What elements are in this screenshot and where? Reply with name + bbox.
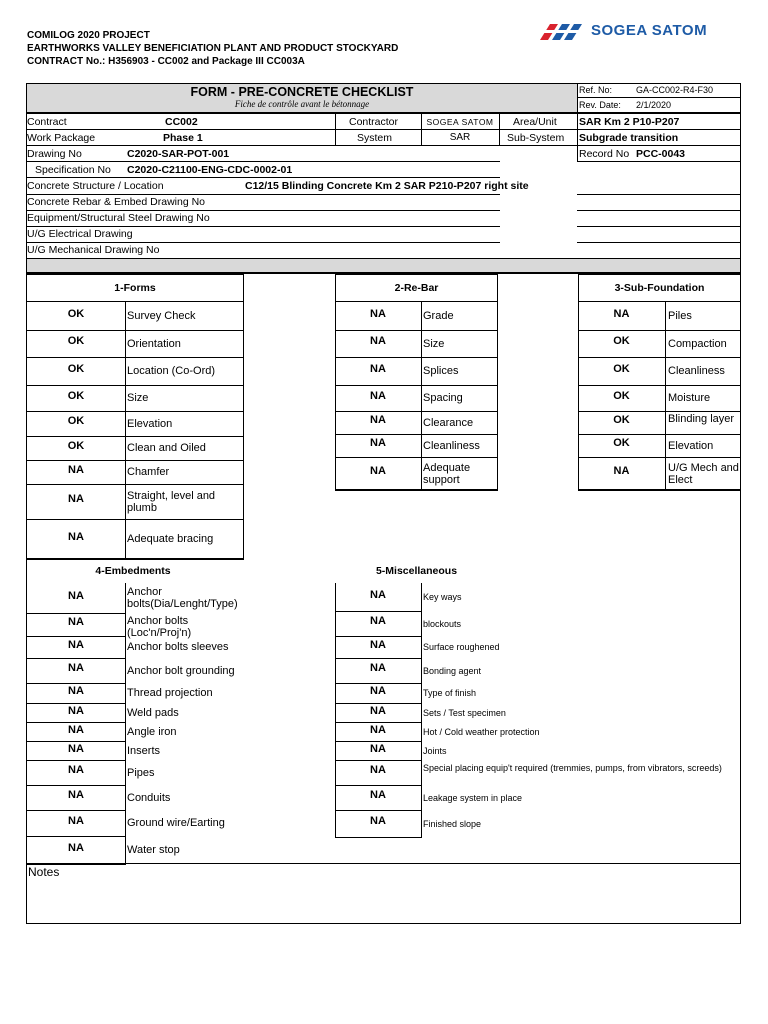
forms-row-divider [26, 357, 244, 358]
subfoundation-row-divider [578, 330, 741, 331]
misc-row-divider [335, 837, 422, 838]
subfoundation-row-divider [578, 357, 741, 358]
misc-item-label: Finished slope [423, 818, 482, 829]
project-description: EARTHWORKS VALLEY BENEFICIATION PLANT AND PRODUCT STOCKYARD [27, 43, 399, 54]
embedments-item-label: Weld pads [127, 706, 179, 719]
misc-item-label: Leakage system in place [423, 792, 523, 803]
rebar-row-divider [335, 457, 498, 458]
forms-item-status[interactable]: OK [67, 415, 85, 427]
misc-item-label: Hot / Cold weather protection [423, 726, 540, 737]
embedments-item-label: Anchor bolt grounding [127, 664, 235, 677]
rebar-item-label: Size [423, 337, 445, 350]
embedments-item-label: Pipes [127, 766, 155, 779]
misc-item-label: Type of finish [423, 688, 477, 698]
spec-value: C2020-C21100-ENG-CDC-0002-01 [127, 164, 293, 176]
record-label: Record No [579, 148, 630, 160]
electrical-drawing-label: U/G Electrical Drawing [27, 228, 133, 240]
embedments-item-label: Anchor bolts sleeves [127, 641, 229, 653]
company-logo [540, 18, 740, 42]
embedments-row-divider [26, 658, 126, 659]
subfoundation-row-divider [578, 490, 741, 491]
notes-box[interactable] [26, 863, 741, 924]
rebar-item-label: Adequate support [423, 461, 471, 486]
record-value: PCC-0043 [636, 148, 686, 160]
drawing-value: C2020-SAR-POT-001 [127, 148, 230, 160]
rebar-row-divider [335, 411, 498, 412]
embedments-item-label: Inserts [127, 744, 161, 757]
subfoundation-row-divider [578, 411, 741, 412]
mechanical-drawing-label: U/G Mechanical Drawing No [27, 244, 160, 256]
forms-item-status[interactable]: NA [68, 463, 84, 476]
forms-item-label: Size [127, 392, 149, 404]
rebar-item-label: Cleanliness [423, 439, 480, 452]
rebar-row-divider [335, 385, 498, 386]
forms-item-status[interactable]: OK [67, 362, 85, 375]
forms-item-label: Survey Check [127, 310, 196, 322]
misc-row-divider [335, 611, 422, 612]
subfoundation-row-divider [578, 434, 741, 435]
misc-item-status[interactable]: NA [370, 705, 386, 717]
drawing-label: Drawing No [27, 148, 82, 160]
embedments-row-divider [26, 785, 126, 786]
misc-item-status[interactable]: NA [370, 743, 386, 755]
ref-value: GA-CC002-R4-F30 [636, 85, 714, 95]
rebar-drawing-label: Concrete Rebar & Embed Drawing No [27, 196, 205, 208]
embedments-row-divider [26, 741, 126, 742]
embedments-row-divider [26, 760, 126, 761]
embedments-row-divider [26, 703, 126, 704]
subfoundation-row-divider [578, 385, 741, 386]
misc-row-divider [335, 636, 422, 637]
misc-row-divider [335, 810, 422, 811]
forms-item-status[interactable]: OK [67, 307, 85, 320]
subfoundation-item-status[interactable]: OK [613, 437, 630, 449]
misc-item-status[interactable]: NA [370, 662, 386, 674]
rebar-item-status[interactable]: NA [370, 414, 386, 426]
forms-row-divider [26, 559, 244, 560]
forms-item-label: Orientation [127, 337, 181, 350]
forms-item-status[interactable]: OK [67, 439, 85, 452]
forms-row-divider [26, 436, 244, 437]
forms-row-divider [26, 460, 244, 461]
rebar-row-divider [335, 357, 498, 358]
rebar-item-status[interactable]: NA [370, 362, 386, 375]
rebar-item-label: Spacing [423, 392, 463, 404]
embedments-item-label: Angle iron [127, 725, 177, 738]
forms-row-divider [26, 519, 244, 520]
structure-value: C12/15 Blinding Concrete Km 2 SAR P210-P207 right site [245, 180, 529, 192]
misc-item-status[interactable]: NA [370, 789, 386, 801]
rebar-item-label: Splices [423, 365, 459, 377]
contract-label: Contract [27, 116, 67, 128]
embedments-row-divider [26, 613, 126, 614]
rebar-item-status[interactable]: NA [370, 307, 386, 320]
embedments-item-status[interactable]: NA [68, 764, 84, 776]
rebar-item-status[interactable]: NA [370, 465, 386, 477]
subsystem-value: Subgrade transition [579, 132, 679, 144]
form-subtitle: Fiche de contrôle avant le bétonnage [234, 99, 370, 109]
contract-value: CC002 [165, 116, 198, 128]
rebar-item-status[interactable]: NA [370, 335, 386, 347]
misc-row-divider [335, 658, 422, 659]
forms-item-status[interactable]: OK [67, 335, 85, 347]
forms-row-divider [26, 411, 244, 412]
misc-item-status[interactable]: NA [370, 638, 386, 651]
subfoundation-item-label: U/G Mech and Elect [668, 461, 739, 486]
structure-label: Concrete Structure / Location [27, 180, 164, 192]
embedments-item-label: Thread projection [127, 687, 213, 699]
rebar-section-title: 2-Re-Bar [394, 282, 439, 294]
embedments-item-status[interactable]: NA [68, 638, 84, 651]
subfoundation-item-label: Moisture [668, 392, 711, 404]
subfoundation-item-status[interactable]: OK [613, 414, 630, 426]
system-label: System [357, 132, 393, 144]
embedments-item-status[interactable]: NA [68, 814, 84, 827]
logo-mark-icon [540, 20, 590, 42]
misc-item-status[interactable]: NA [370, 815, 386, 827]
subfoundation-section-title: 3-Sub-Foundation [614, 282, 705, 294]
subfoundation-item-status[interactable]: OK [613, 362, 630, 375]
contractor-label: Contractor [349, 116, 399, 128]
forms-section-title: 1-Forms [114, 282, 156, 294]
misc-item-label: Special placing equip't required (tremmies, pumps, from vibrators, screeds) [423, 762, 722, 773]
forms-item-label: Straight, level and plumb [127, 489, 216, 514]
steel-drawing-label: Equipment/Structural Steel Drawing No [27, 212, 210, 224]
forms-row-divider [26, 484, 244, 485]
embedments-section-title: 4-Embedments [95, 565, 171, 577]
rebar-row-divider [335, 490, 498, 491]
work-package-value: Phase 1 [163, 132, 203, 144]
misc-row-divider [335, 683, 422, 684]
embedments-item-status[interactable]: NA [68, 589, 84, 602]
rev-label: Rev. Date: [579, 100, 621, 110]
embedments-item-status[interactable]: NA [68, 724, 84, 736]
embedments-row-divider [26, 722, 126, 723]
misc-section-title: 5-Miscellaneous [375, 565, 458, 577]
embedments-row-divider [26, 836, 126, 837]
embedments-item-label: Conduits [127, 791, 171, 804]
project-name: COMILOG 2020 PROJECT [27, 30, 150, 41]
area-label: Area/Unit [513, 116, 557, 128]
subfoundation-item-label: Compaction [668, 337, 727, 350]
subfoundation-row-divider [578, 457, 741, 458]
subfoundation-item-label: Blinding layer [668, 413, 735, 425]
misc-item-status[interactable]: NA [370, 588, 386, 601]
subsystem-label: Sub-System [507, 132, 565, 144]
misc-item-status[interactable]: NA [370, 724, 386, 736]
contract-number: CONTRACT No.: H356903 - CC002 and Package III CC003A [27, 56, 305, 67]
misc-item-status[interactable]: NA [370, 615, 386, 627]
misc-item-status[interactable]: NA [370, 764, 386, 776]
embedments-item-label: Anchor bolts (Loc'n/Proj'n) [127, 615, 192, 639]
forms-item-label: Elevation [127, 417, 173, 430]
misc-item-label: Joints [423, 745, 447, 756]
subfoundation-item-status[interactable]: NA [613, 465, 630, 477]
misc-row-divider [335, 741, 422, 742]
notes-label: Notes [28, 865, 60, 879]
subfoundation-item-status[interactable]: OK [613, 389, 630, 402]
embedments-item-label: Ground wire/Earting [127, 817, 225, 829]
forms-item-status[interactable]: OK [67, 389, 85, 402]
embedments-item-label: Water stop [127, 844, 180, 856]
embedments-item-label: Anchor bolts(Dia/Lenght/Type) [127, 586, 238, 610]
form-title: FORM - PRE-CONCRETE CHECKLIST [190, 85, 414, 99]
misc-item-label: blockouts [423, 618, 462, 629]
embedments-item-status[interactable]: NA [68, 743, 84, 755]
rev-value: 2/1/2020 [636, 100, 672, 110]
logo-text: SOGEA SATOM [591, 22, 708, 39]
forms-item-label: Adequate bracing [127, 533, 214, 545]
embedments-row-divider [26, 683, 126, 684]
forms-item-label: Clean and Oiled [127, 442, 206, 454]
misc-item-label: Key ways [423, 592, 462, 602]
forms-row-divider [26, 330, 244, 331]
rebar-row-divider [335, 330, 498, 331]
work-package-label: Work Package [27, 132, 96, 144]
misc-row-divider [335, 760, 422, 761]
misc-item-label: Surface roughened [423, 642, 500, 652]
embedments-item-status[interactable]: NA [68, 841, 84, 854]
rebar-row-divider [335, 434, 498, 435]
embedments-row-divider [26, 636, 126, 637]
misc-item-status[interactable]: NA [370, 685, 386, 697]
embedments-item-status[interactable]: NA [68, 662, 84, 674]
rebar-item-status[interactable]: NA [370, 437, 386, 449]
subfoundation-item-status[interactable]: OK [613, 335, 630, 347]
misc-row-divider [335, 703, 422, 704]
misc-item-label: Sets / Test specimen [423, 707, 506, 718]
subfoundation-item-label: Piles [668, 310, 692, 322]
forms-row-divider [26, 385, 244, 386]
area-value: SAR Km 2 P10-P207 [579, 116, 680, 128]
misc-row-divider [335, 785, 422, 786]
rebar-item-status[interactable]: NA [370, 389, 386, 402]
ref-label: Ref. No: [579, 85, 613, 95]
embedments-item-status[interactable]: NA [68, 789, 84, 801]
misc-row-divider [335, 722, 422, 723]
forms-item-status[interactable]: NA [68, 530, 84, 543]
forms-item-status[interactable]: NA [68, 493, 84, 505]
embedments-item-status[interactable]: NA [68, 616, 84, 628]
embedments-row-divider [26, 810, 126, 811]
system-value: SAR [449, 132, 471, 143]
subfoundation-item-label: Cleanliness [668, 365, 725, 377]
contractor-value: SOGEA SATOM [426, 117, 494, 127]
misc-item-label: Bonding agent [423, 665, 482, 676]
forms-item-label: Chamfer [127, 466, 170, 478]
embedments-item-status[interactable]: NA [68, 705, 84, 717]
subfoundation-item-status[interactable]: NA [613, 307, 630, 320]
forms-item-label: Location (Co-Ord) [127, 365, 216, 377]
subfoundation-item-label: Elevation [668, 439, 714, 452]
spec-label: Specification No [35, 164, 111, 176]
info-spacer-band [26, 258, 741, 273]
rebar-item-label: Grade [423, 310, 454, 322]
embedments-item-status[interactable]: NA [68, 685, 84, 697]
rebar-item-label: Clearance [423, 416, 474, 429]
